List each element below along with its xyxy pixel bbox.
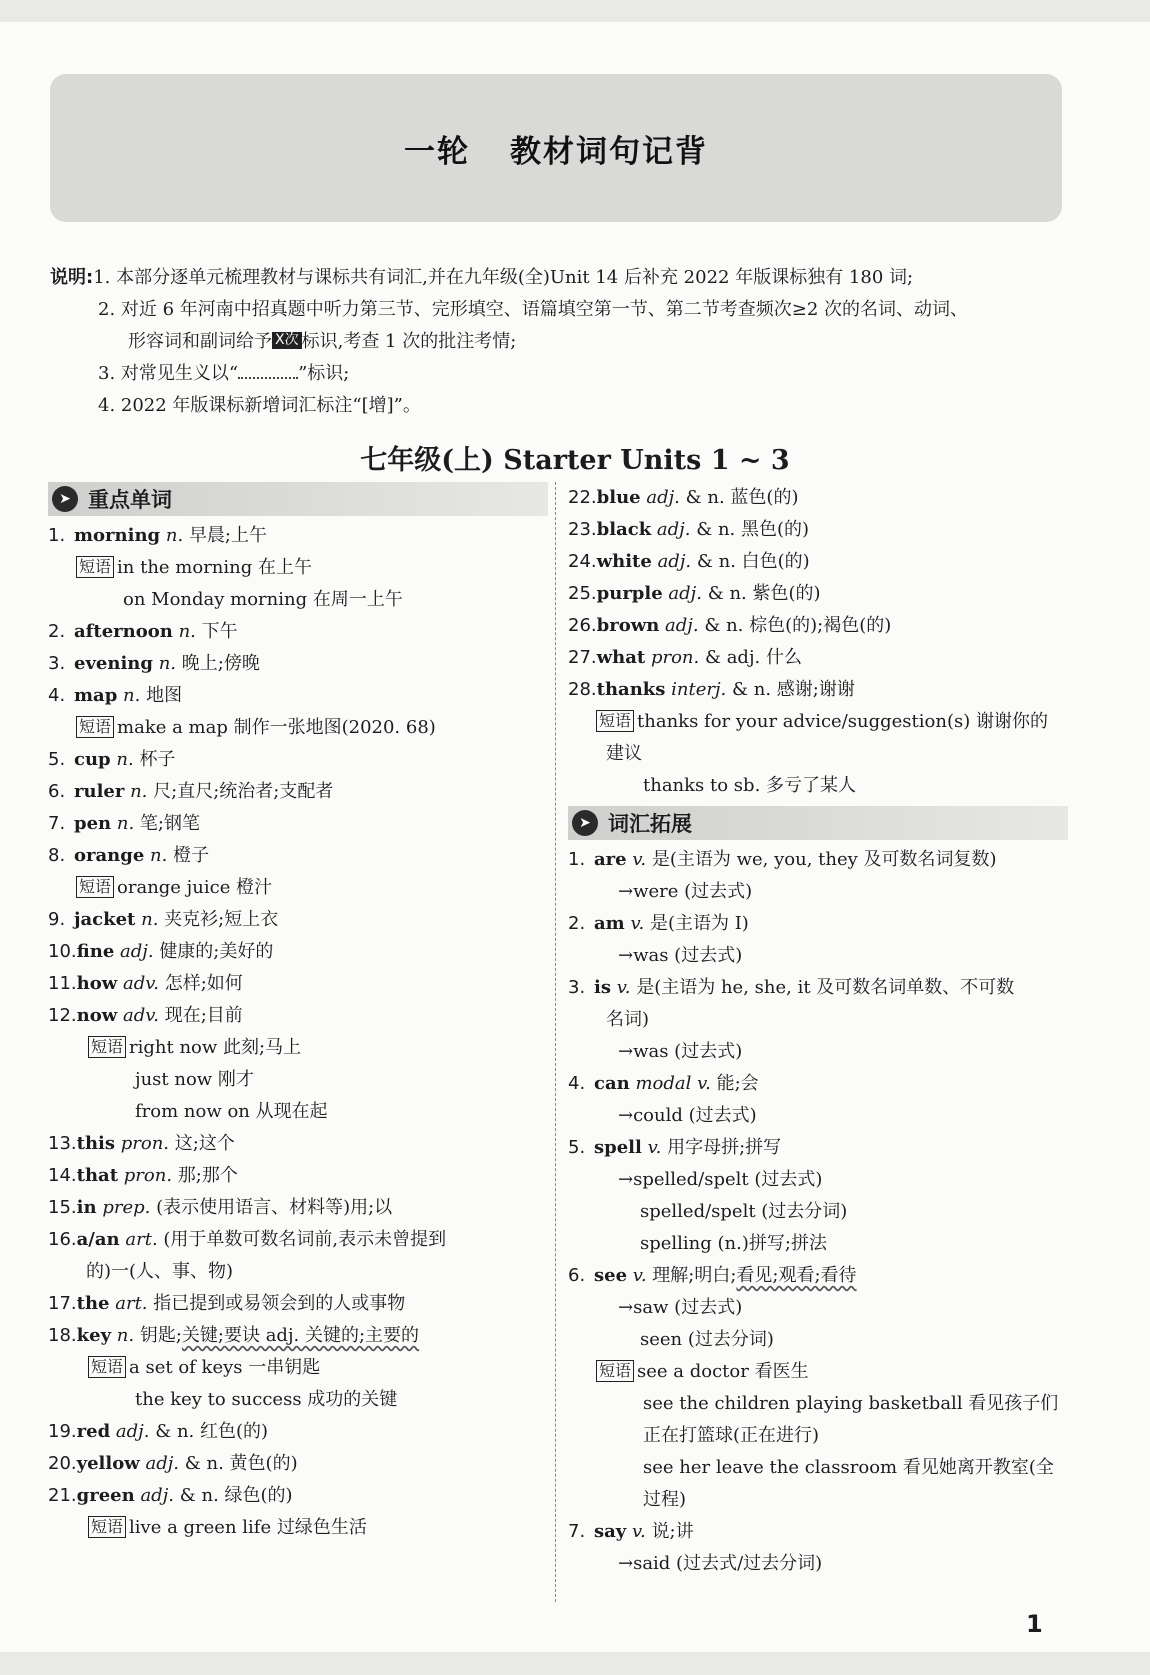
entry-number: 4.	[48, 685, 66, 706]
word-entry	[48, 776, 548, 808]
entry-meaning: 健康的;美好的	[159, 941, 274, 962]
part-of-speech: pron.	[120, 1133, 170, 1154]
entry-number: 16.	[48, 1229, 77, 1250]
part-of-speech: adj.	[140, 1485, 174, 1506]
entry-word: this	[76, 1133, 116, 1154]
entry-meaning: 笔;钢笔	[139, 813, 200, 834]
key-words-list	[48, 520, 548, 1544]
phrase-text: orange juice 橙汁	[117, 877, 273, 898]
entry-number: 2.	[568, 913, 586, 934]
part-of-speech: adv.	[122, 1005, 159, 1026]
word-entry	[568, 482, 1068, 514]
entry-meaning: 是(主语为 he, she, it 及可数名词单数、不可数	[636, 977, 1015, 998]
expansion-list	[568, 844, 1068, 1580]
phrase-text: make a map 制作一张地图(2020. 68)	[117, 717, 436, 738]
entry-word: orange	[74, 845, 145, 866]
part-of-speech: n.	[123, 685, 141, 706]
entry-word: spell	[594, 1137, 642, 1158]
banner-part2: 教材词句记背	[510, 133, 708, 170]
entry-meaning: 橙子	[173, 845, 210, 866]
word-entry	[48, 968, 548, 1000]
word-form: →saw (过去式)	[618, 1297, 743, 1318]
right-column	[568, 482, 1068, 1580]
phrase-entry: the key to success 成功的关键	[135, 1389, 398, 1410]
entry-meaning: 能;会	[716, 1073, 759, 1094]
entry-meaning: 是(主语为 we, you, they 及可数名词复数)	[651, 849, 997, 870]
part-of-speech: adj.	[115, 1421, 150, 1442]
part-of-speech: n.	[165, 525, 184, 546]
word-form: →spelled/spelt (过去式)	[618, 1169, 823, 1190]
word-entry	[48, 904, 548, 936]
part-of-speech: n.	[116, 813, 135, 834]
part-of-speech: adv.	[122, 973, 159, 994]
entry-meaning: & n. 白色(的)	[696, 551, 810, 572]
entry-continuation: 建议	[606, 743, 642, 764]
entry-number: 12.	[48, 1005, 77, 1026]
phrase-entry	[48, 712, 548, 744]
entry-number: 6.	[48, 781, 66, 802]
part-of-speech: v.	[632, 849, 647, 870]
frequency-tag: X次	[272, 332, 302, 349]
part-of-speech: n.	[116, 749, 134, 770]
note-2b-post: 标识,考查 1 次的批注考情;	[301, 331, 517, 352]
phrase-entry	[48, 1352, 548, 1384]
page-number: 1	[1026, 1610, 1043, 1638]
entry-meaning: & n. 感谢;谢谢	[732, 679, 855, 700]
column-divider	[555, 482, 556, 1602]
word-entry	[568, 1068, 1068, 1100]
word-entry	[568, 1132, 1068, 1164]
entry-number: 13.	[48, 1133, 77, 1154]
entry-word: white	[596, 551, 652, 572]
phrase-tag: 短语	[596, 1360, 634, 1382]
entry-number: 11.	[48, 973, 77, 994]
word-entry	[568, 546, 1068, 578]
word-entry	[568, 578, 1068, 610]
entry-word: in	[76, 1197, 97, 1218]
entry-number: 5.	[48, 749, 66, 770]
phrase-entry	[568, 706, 1068, 738]
entry-number: 25.	[568, 583, 597, 604]
word-form: →said (过去式/过去分词)	[618, 1553, 823, 1574]
word-entry	[568, 972, 1068, 1004]
chapter-banner	[50, 74, 1062, 222]
notes-label: 说明:	[50, 267, 94, 288]
entry-meaning: (用于单数可数名词前,表示未曾提到	[163, 1229, 447, 1250]
entry-number: 3.	[48, 653, 66, 674]
part-of-speech: art.	[115, 1293, 148, 1314]
entry-meaning: 晚上;傍晚	[181, 653, 260, 674]
part-of-speech: adj.	[668, 583, 702, 604]
phrase-tag: 短语	[88, 1356, 126, 1378]
entry-word: purple	[596, 583, 663, 604]
part-of-speech: v.	[630, 913, 645, 934]
entry-meaning: 尺;直尺;统治者;支配者	[153, 781, 334, 802]
entry-meaning: & n. 绿色(的)	[179, 1485, 293, 1506]
word-entry	[48, 680, 548, 712]
word-entry	[48, 1128, 548, 1160]
word-form: →was (过去式)	[618, 1041, 743, 1062]
note-2a: 2. 对近 6 年河南中招真题中听力第三节、完形填空、语篇填空第一节、第二节考查频次≥2 次的名词、动词、	[98, 299, 969, 320]
paper-plane-icon: ➤	[52, 486, 78, 512]
entry-meaning: & adj. 什么	[704, 647, 802, 668]
notes-block	[50, 262, 1080, 422]
entry-number: 23.	[568, 519, 597, 540]
note-4: 4. 2022 年版课标新增词汇标注“[增]”。	[98, 395, 421, 416]
entry-word: say	[594, 1521, 627, 1542]
part-of-speech: pron.	[123, 1165, 173, 1186]
part-of-speech: prep.	[102, 1197, 151, 1218]
top-strip	[0, 0, 1150, 22]
word-entry	[568, 908, 1068, 940]
note-1: 1. 本部分逐单元梳理教材与课标共有词汇,并在九年级(全)Unit 14 后补充 2022 年版课标独有 180 词;	[93, 267, 914, 288]
note-2b-pre: 形容词和副词给予	[128, 331, 272, 352]
entry-meaning: & n. 棕色(的);褐色(的)	[704, 615, 892, 636]
word-entry	[48, 1000, 548, 1032]
entry-number: 6.	[568, 1265, 586, 1286]
entry-meaning: 夹克衫;短上衣	[164, 909, 279, 930]
entry-number: 18.	[48, 1325, 77, 1346]
wavy-underline-sample	[238, 365, 298, 379]
entry-number: 4.	[568, 1073, 586, 1094]
entry-number: 24.	[568, 551, 597, 572]
entry-number: 14.	[48, 1165, 77, 1186]
word-entry	[48, 808, 548, 840]
part-of-speech: adj.	[665, 615, 699, 636]
phrase-entry	[48, 1512, 548, 1544]
key-words-list-continued	[568, 482, 1068, 802]
entry-word: a/an	[76, 1229, 120, 1250]
phrase-text: in the morning 在上午	[117, 557, 312, 578]
part-of-speech: v.	[616, 977, 631, 998]
word-form: spelled/spelt (过去分词)	[640, 1201, 848, 1222]
phrase-tag: 短语	[88, 1036, 126, 1058]
paper-plane-icon: ➤	[572, 810, 598, 836]
word-entry	[568, 674, 1068, 706]
phrase-tag: 短语	[76, 716, 114, 738]
entry-number: 20.	[48, 1453, 77, 1474]
word-entry	[48, 1192, 548, 1224]
uncommon-meaning: 关键;要诀 adj. 关键的;主要的	[181, 1325, 420, 1346]
part-of-speech: adj.	[656, 519, 691, 540]
entry-word: red	[76, 1421, 111, 1442]
entry-continuation: 的)一(人、事、物)	[86, 1261, 234, 1282]
section-header-key-words	[48, 482, 548, 516]
word-form: →was (过去式)	[618, 945, 743, 966]
phrase-text: see a doctor 看医生	[637, 1361, 809, 1382]
entry-meaning: & n. 紫色(的)	[707, 583, 821, 604]
entry-meaning: 这;这个	[174, 1133, 235, 1154]
entry-word: yellow	[76, 1453, 140, 1474]
phrase-entry: see her leave the classroom 看见她离开教室(全	[643, 1457, 1054, 1478]
entry-number: 8.	[48, 845, 66, 866]
entry-word: fine	[76, 941, 115, 962]
entry-word: is	[594, 977, 611, 998]
word-entry	[48, 1288, 548, 1320]
entry-meaning: (表示使用语言、材料等)用;以	[156, 1197, 393, 1218]
word-entry	[568, 1516, 1068, 1548]
uncommon-meaning: 看见;观看;看待	[736, 1265, 857, 1286]
entry-meaning: 杯子	[139, 749, 176, 770]
entry-word: green	[76, 1485, 135, 1506]
entry-word: brown	[596, 615, 660, 636]
entry-meaning: 指已提到或易领会到的人或事物	[153, 1293, 406, 1314]
part-of-speech: adj.	[145, 1453, 180, 1474]
word-entry	[48, 1480, 548, 1512]
phrase-entry	[48, 1032, 548, 1064]
entry-word: ruler	[74, 781, 125, 802]
entry-word: am	[594, 913, 625, 934]
phrase-entry: on Monday morning 在周一上午	[123, 589, 403, 610]
phrase-text: right now 此刻;马上	[129, 1037, 302, 1058]
phrase-entry	[48, 552, 548, 584]
banner-title	[404, 126, 708, 171]
entry-word: can	[594, 1073, 630, 1094]
entry-number: 26.	[568, 615, 597, 636]
word-form: seen (过去分词)	[640, 1329, 774, 1350]
entry-word: the	[76, 1293, 110, 1314]
entry-word: what	[596, 647, 646, 668]
phrase-entry: thanks to sb. 多亏了某人	[643, 775, 857, 796]
part-of-speech: n.	[158, 653, 177, 674]
entry-meaning: 用字母拼;拼写	[667, 1137, 782, 1158]
entry-word: morning	[74, 525, 161, 546]
entry-number: 5.	[568, 1137, 586, 1158]
word-entry	[568, 610, 1068, 642]
phrase-tag: 短语	[596, 710, 634, 732]
section-title: 词汇拓展	[608, 812, 692, 836]
note-3-post: ”标识;	[298, 363, 350, 384]
entry-word: pen	[74, 813, 112, 834]
entry-number: 1.	[568, 849, 586, 870]
entry-meaning: 早晨;上午	[188, 525, 268, 546]
part-of-speech: adj.	[120, 941, 154, 962]
entry-word: blue	[596, 487, 641, 508]
phrase-tag: 短语	[88, 1516, 126, 1538]
entry-meaning: & n. 黄色(的)	[184, 1453, 298, 1474]
entry-word: are	[594, 849, 627, 870]
word-entry	[48, 840, 548, 872]
part-of-speech: adj.	[657, 551, 692, 572]
word-entry	[48, 616, 548, 648]
entry-meaning: & n. 黑色(的)	[696, 519, 810, 540]
phrase-text: a set of keys 一串钥匙	[129, 1357, 321, 1378]
note-3-pre: 3. 对常见生义以“	[98, 363, 239, 384]
word-form: spelling (n.)拼写;拼法	[640, 1233, 827, 1254]
part-of-speech: v.	[632, 1265, 647, 1286]
word-entry	[48, 1416, 548, 1448]
part-of-speech: adj.	[646, 487, 680, 508]
word-form: →were (过去式)	[618, 881, 753, 902]
entry-number: 27.	[568, 647, 597, 668]
entry-meaning: & n. 蓝色(的)	[685, 487, 799, 508]
entry-meaning: 那;那个	[177, 1165, 238, 1186]
entry-meaning: 理解;明白;	[652, 1265, 737, 1286]
entry-number: 9.	[48, 909, 66, 930]
entry-continuation: 名词)	[606, 1009, 650, 1030]
entry-word: thanks	[596, 679, 666, 700]
part-of-speech: n.	[141, 909, 159, 930]
word-entry	[48, 1224, 548, 1256]
entry-word: how	[76, 973, 118, 994]
part-of-speech: pron.	[650, 647, 700, 668]
entry-word: that	[76, 1165, 119, 1186]
entry-number: 17.	[48, 1293, 77, 1314]
entry-number: 2.	[48, 621, 66, 642]
unit-title: 七年级(上) Starter Units 1 ~ 3	[360, 445, 790, 476]
part-of-speech: n.	[150, 845, 168, 866]
banner-part1: 一轮	[404, 133, 470, 170]
word-form: →could (过去式)	[618, 1105, 757, 1126]
word-entry	[568, 844, 1068, 876]
phrase-tag: 短语	[76, 556, 114, 578]
phrase-entry	[48, 872, 548, 904]
word-entry	[48, 1448, 548, 1480]
phrase-text: live a green life 过绿色生活	[129, 1517, 367, 1538]
entry-number: 1.	[48, 525, 66, 546]
entry-meaning: 说;讲	[651, 1521, 694, 1542]
entry-word: key	[76, 1325, 112, 1346]
entry-word: now	[76, 1005, 118, 1026]
entry-number: 28.	[568, 679, 597, 700]
entry-meaning: 钥匙;	[139, 1325, 182, 1346]
word-entry	[48, 1160, 548, 1192]
phrase-entry: 正在打篮球(正在进行)	[643, 1425, 820, 1446]
phrase-text: thanks for your advice/suggestion(s) 谢谢你的	[637, 711, 1048, 732]
entry-meaning: 怎样;如何	[164, 973, 243, 994]
phrase-tag: 短语	[76, 876, 114, 898]
part-of-speech: n.	[178, 621, 196, 642]
entry-word: black	[596, 519, 652, 540]
word-entry	[48, 744, 548, 776]
part-of-speech: v.	[632, 1521, 646, 1542]
section-title: 重点单词	[88, 488, 172, 512]
entry-number: 7.	[568, 1521, 586, 1542]
phrase-entry	[568, 1356, 1068, 1388]
bottom-strip	[0, 1652, 1150, 1675]
part-of-speech: v.	[647, 1137, 662, 1158]
entry-number: 15.	[48, 1197, 77, 1218]
entry-number: 19.	[48, 1421, 77, 1442]
phrase-entry: from now on 从现在起	[135, 1101, 328, 1122]
entry-number: 22.	[568, 487, 597, 508]
word-entry	[48, 936, 548, 968]
entry-meaning: 下午	[201, 621, 238, 642]
word-entry	[48, 1320, 548, 1352]
entry-word: jacket	[74, 909, 136, 930]
entry-word: see	[594, 1265, 628, 1286]
entry-meaning: & n. 红色(的)	[155, 1421, 269, 1442]
part-of-speech: n.	[116, 1325, 135, 1346]
entry-number: 21.	[48, 1485, 77, 1506]
section-header-expansion	[568, 806, 1068, 840]
phrase-entry: just now 刚才	[135, 1069, 254, 1090]
entry-word: afternoon	[74, 621, 173, 642]
entry-word: evening	[74, 653, 153, 674]
word-entry	[568, 1260, 1068, 1292]
entry-number: 10.	[48, 941, 77, 962]
part-of-speech: modal v.	[635, 1073, 711, 1094]
word-entry	[568, 642, 1068, 674]
entry-number: 7.	[48, 813, 66, 834]
entry-meaning: 是(主语为 I)	[649, 913, 749, 934]
entry-word: cup	[74, 749, 111, 770]
entry-meaning: 现在;目前	[164, 1005, 243, 1026]
phrase-entry: see the children playing basketball 看见孩子们	[643, 1393, 1059, 1414]
left-column	[48, 482, 548, 1544]
phrase-entry: 过程)	[643, 1489, 687, 1510]
entry-meaning: 地图	[146, 685, 183, 706]
entry-word: map	[74, 685, 118, 706]
word-entry	[568, 514, 1068, 546]
part-of-speech: interj.	[671, 679, 727, 700]
part-of-speech: art.	[125, 1229, 158, 1250]
word-entry	[48, 520, 548, 552]
part-of-speech: n.	[130, 781, 148, 802]
entry-number: 3.	[568, 977, 586, 998]
word-entry	[48, 648, 548, 680]
